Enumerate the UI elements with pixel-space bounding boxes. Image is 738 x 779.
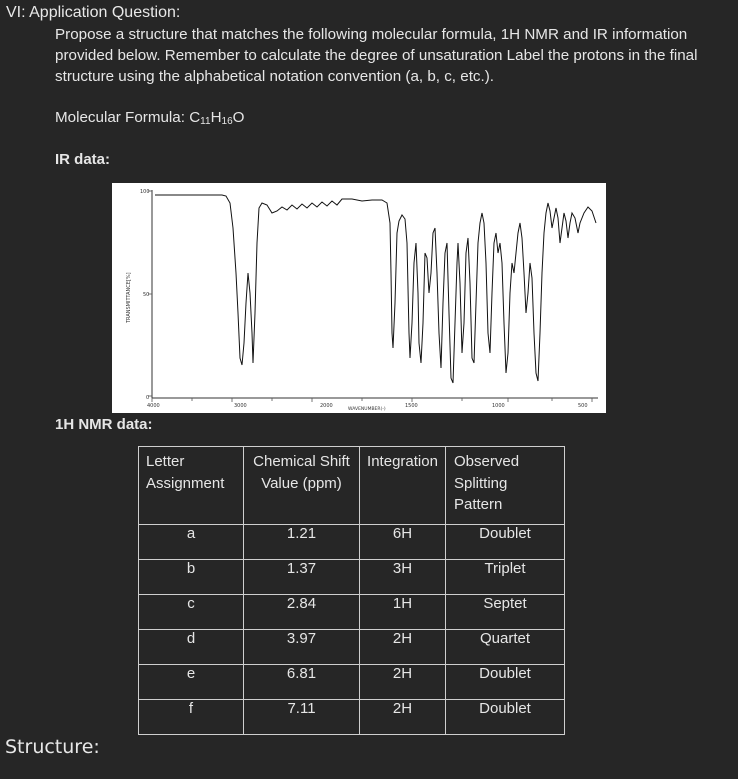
table-row: [139, 665, 565, 700]
table-row: [139, 700, 565, 735]
ir-trace: [155, 195, 596, 383]
cell-integration: 2H: [360, 700, 446, 735]
ir-heading: IR data:: [55, 151, 111, 168]
cell-letter: a: [139, 525, 244, 560]
nmr-heading: 1H NMR data:: [55, 416, 153, 433]
header-splitting-pattern: Observed Splitting Pattern: [446, 447, 565, 525]
formula-carbon: C: [189, 109, 201, 126]
cell-shift: 6.81: [244, 665, 360, 700]
cell-integration: 6H: [360, 525, 446, 560]
formula-oxygen: O: [232, 109, 245, 126]
table-row: [139, 630, 565, 665]
structure-label: Structure:: [5, 736, 100, 758]
ir-spectrum-plot: [112, 183, 606, 413]
ir-xtick-2000: 2000: [320, 403, 333, 409]
section-title: VI: Application Question:: [6, 4, 181, 21]
formula-hydrogen-count: 16: [221, 116, 233, 127]
cell-shift: 3.97: [244, 630, 360, 665]
cell-pattern: Doublet: [446, 700, 565, 735]
ir-spectrum: [112, 183, 606, 413]
header-integration: Integration: [360, 447, 446, 525]
cell-pattern: Quartet: [446, 630, 565, 665]
ir-xtick-1000: 1000: [492, 403, 505, 409]
cell-letter: b: [139, 560, 244, 595]
cell-integration: 2H: [360, 665, 446, 700]
cell-letter: f: [139, 700, 244, 735]
cell-pattern: Triplet: [446, 560, 565, 595]
question-text: Propose a structure that matches the following molecular formula, 1H NMR and IR information provided below. Remember to calculate the degree of unsaturation Label the protons in the final structure using the alphabetical notation convention (a, b, c, etc.).: [55, 26, 698, 85]
cell-shift: 7.11: [244, 700, 360, 735]
formula-label: Molecular Formula:: [55, 109, 190, 126]
table-row: [139, 595, 565, 630]
ir-xtick-4000: 4000: [147, 403, 160, 409]
header-letter-assignment: Letter Assignment: [139, 447, 244, 525]
molecular-formula: [55, 109, 244, 127]
cell-shift: 1.37: [244, 560, 360, 595]
cell-pattern: Doublet: [446, 525, 565, 560]
ir-ytick-100: 100: [140, 189, 150, 195]
header-chemical-shift: Chemical Shift Value (ppm): [244, 447, 360, 525]
cell-letter: c: [139, 595, 244, 630]
cell-integration: 2H: [360, 630, 446, 665]
cell-letter: d: [139, 630, 244, 665]
ir-xtick-1500: 1500: [405, 403, 418, 409]
nmr-header-row: [139, 447, 565, 525]
formula-hydrogen: H: [210, 109, 222, 126]
cell-shift: 2.84: [244, 595, 360, 630]
table-row: [139, 525, 565, 560]
cell-pattern: Doublet: [446, 665, 565, 700]
ir-ytick-0: 0: [146, 395, 150, 401]
cell-integration: 3H: [360, 560, 446, 595]
ir-xtick-3000: 3000: [234, 403, 247, 409]
table-row: [139, 560, 565, 595]
formula-carbon-count: 11: [200, 116, 211, 127]
cell-shift: 1.21: [244, 525, 360, 560]
cell-letter: e: [139, 665, 244, 700]
nmr-table: [138, 446, 565, 735]
cell-pattern: Septet: [446, 595, 565, 630]
ir-x-label: WAVENUMBER(-): [348, 407, 386, 412]
cell-integration: 1H: [360, 595, 446, 630]
ir-xtick-500: 500: [578, 403, 588, 409]
ir-ytick-50: 50: [143, 292, 150, 298]
ir-y-label: TRANSMITTANCE[%]: [126, 272, 132, 323]
